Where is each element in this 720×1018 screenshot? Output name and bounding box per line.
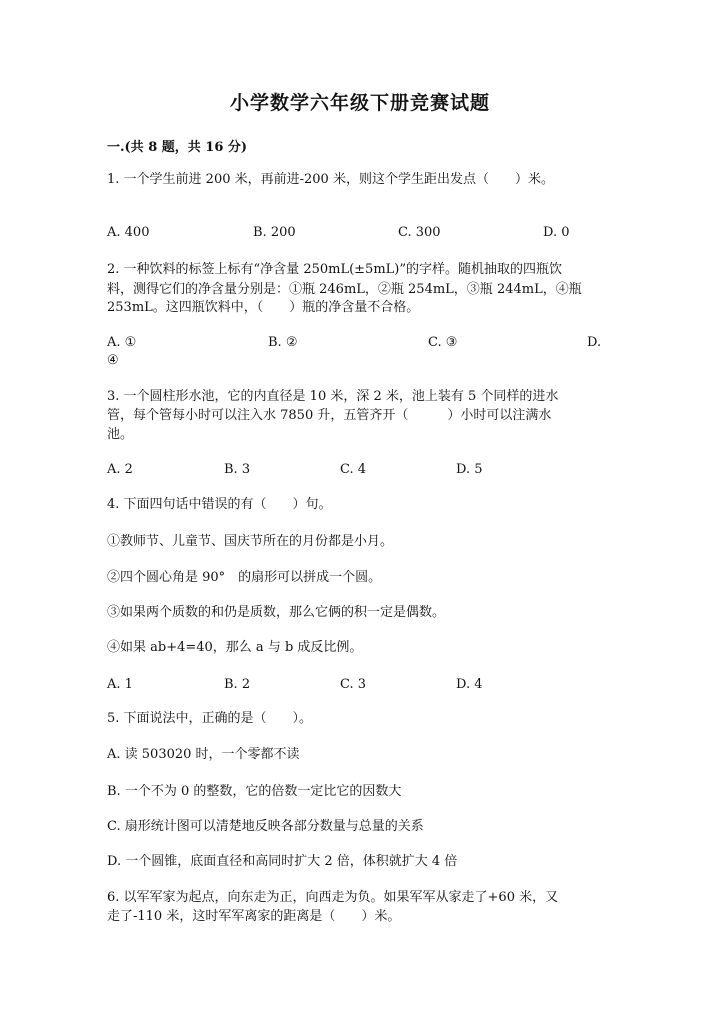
question-1-option-a: A. 400 (107, 225, 150, 240)
question-5-option-a: A. 读 503020 时，一个零都不读 (107, 747, 300, 762)
question-4-option-d: D. 4 (456, 677, 483, 692)
question-2-line-3: 253mL。这四瓶饮料中，（ ）瓶的净含量不合格。 (107, 300, 420, 315)
page-title: 小学数学六年级下册竞赛试题 (229, 92, 490, 114)
question-4-statement-1: ①教师节、儿童节、国庆节所在的月份都是小月。 (107, 534, 394, 549)
question-3-line-2: 管，每个管每小时可以注入水 7850 升，五管齐开（ ）小时可以注满水 (107, 408, 552, 423)
question-1-option-c: C. 300 (398, 225, 441, 240)
question-2-option-d-wrap: ④ (107, 353, 119, 368)
question-2-option-b: B. ② (268, 335, 298, 350)
question-6-line-1: 6. 以军军家为起点，向东走为正，向西走为负。如果军军从家走了+60 米，又 (107, 890, 559, 905)
question-4-statement-4: ④如果 ab+4=40，那么 a 与 b 成反比例。 (107, 640, 363, 655)
question-2-line-2: 料，测得它们的净含量分别是：①瓶 246mL，②瓶 254mL，③瓶 244mL，④瓶 (107, 282, 582, 297)
question-4-statement-3: ③如果两个质数的和仍是质数，那么它俩的积一定是偶数。 (107, 605, 446, 620)
question-5-option-d: D. 一个圆锥，底面直径和高同时扩大 2 倍，体积就扩大 4 倍 (107, 854, 458, 869)
question-5-text: 5. 下面说法中，正确的是（ ）。 (107, 711, 313, 726)
question-6-line-2: 走了-110 米，这时军军离家的距离是（ ）米。 (107, 909, 401, 924)
question-1-text: 1. 一个学生前进 200 米，再前进-200 米，则这个学生距出发点（ ）米。 (107, 172, 554, 187)
question-2-option-d: D. (587, 335, 602, 350)
question-3-line-1: 3. 一个圆柱形水池，它的内直径是 10 米，深 2 米，池上装有 5 个同样的进水 (107, 389, 559, 404)
question-3-option-c: C. 4 (340, 462, 367, 477)
question-2-option-c: C. ③ (428, 335, 458, 350)
question-3-option-b: B. 3 (224, 462, 251, 477)
question-3-option-a: A. 2 (107, 462, 133, 477)
question-3-option-d: D. 5 (456, 462, 483, 477)
question-1-option-d: D. 0 (543, 225, 570, 240)
question-3-line-3: 池。 (107, 427, 134, 442)
question-4-option-a: A. 1 (107, 677, 133, 692)
question-2-line-1: 2. 一种饮料的标签上标有“净含量 250mL(±5mL)”的字样。随机抽取的四瓶饮 (107, 262, 563, 277)
question-4-text: 4. 下面四句话中错误的有（ ）句。 (107, 497, 332, 512)
question-2-option-a: A. ① (107, 335, 137, 350)
question-5-option-c: C. 扇形统计图可以清楚地反映各部分数量与总量的关系 (107, 819, 424, 834)
question-4-option-b: B. 2 (224, 677, 251, 692)
question-1-option-b: B. 200 (253, 225, 296, 240)
question-4-statement-2: ②四个圆心角是 90° 的扇形可以拼成一个圆。 (107, 570, 382, 585)
question-5-option-b: B. 一个不为 0 的整数，它的倍数一定比它的因数大 (107, 784, 402, 799)
section-header: 一.(共 8 题，共 16 分) (107, 140, 248, 155)
question-4-option-c: C. 3 (340, 677, 367, 692)
